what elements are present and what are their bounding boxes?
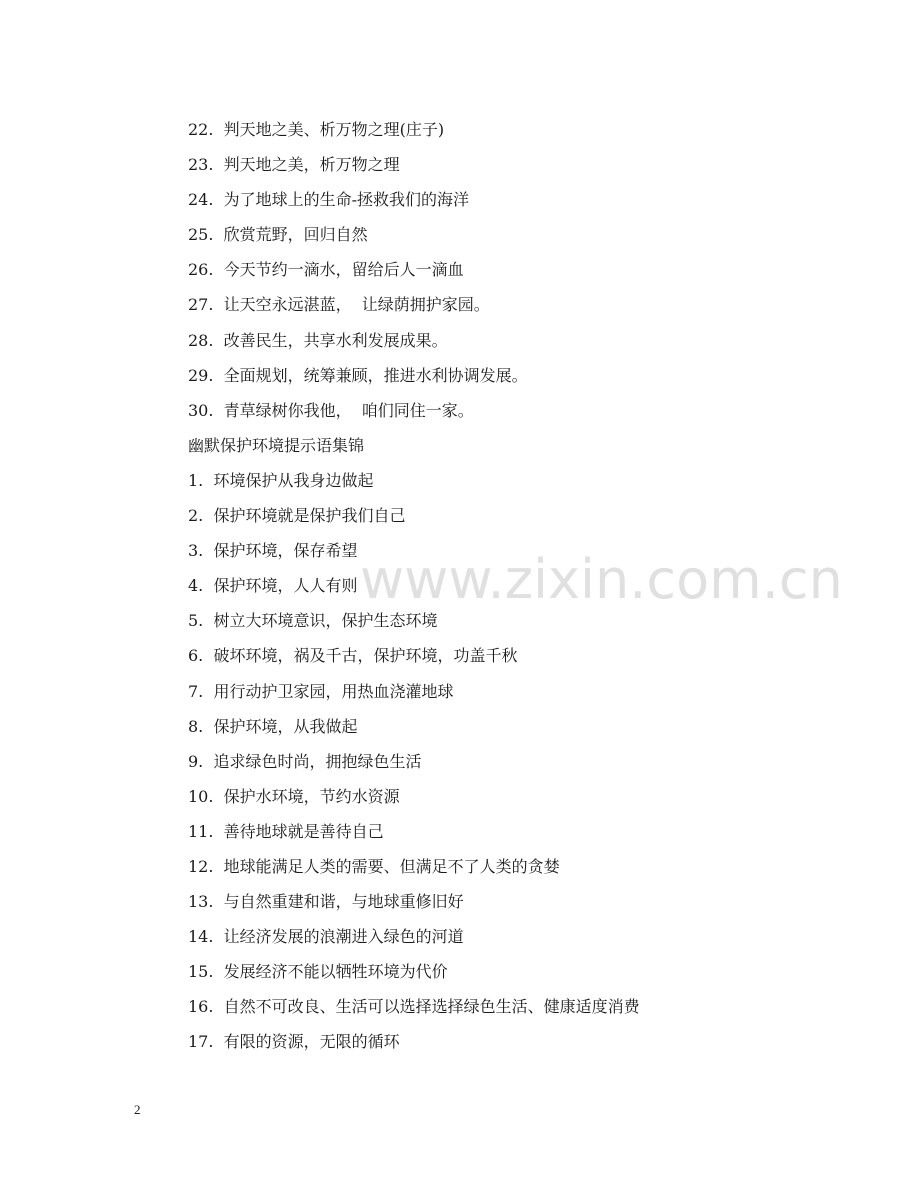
text-line: 11. 善待地球就是善待自己 <box>188 821 384 841</box>
text-line: 8. 保护环境，从我做起 <box>188 716 358 736</box>
text-line: 6. 破坏环境，祸及千古，保护环境，功盖千秋 <box>188 646 518 666</box>
text-line: 17. 有限的资源，无限的循环 <box>188 1032 400 1052</box>
text-line: 24. 为了地球上的生命-拯救我们的海洋 <box>188 190 470 210</box>
text-line: 13. 与自然重建和谐，与地球重修旧好 <box>188 892 464 912</box>
text-line: 25. 欣赏荒野，回归自然 <box>188 225 368 245</box>
text-line: 30. 青草绿树你我他， 咱们同住一家。 <box>188 400 474 420</box>
text-line: 26. 今天节约一滴水，留给后人一滴血 <box>188 260 464 280</box>
text-line: 3. 保护环境，保存希望 <box>188 541 358 561</box>
section-heading: 幽默保护环境提示语集锦 <box>188 435 365 455</box>
text-line: 16. 自然不可改良、生活可以选择选择绿色生活、健康适度消费 <box>188 997 640 1017</box>
text-line: 2. 保护环境就是保护我们自己 <box>188 506 406 526</box>
text-line: 4. 保护环境，人人有则 <box>188 576 358 596</box>
text-line: 27. 让天空永远湛蓝， 让绿荫拥护家园。 <box>188 295 490 315</box>
text-line: 14. 让经济发展的浪潮进入绿色的河道 <box>188 927 464 947</box>
text-line: 15. 发展经济不能以牺牲环境为代价 <box>188 962 448 982</box>
text-line: 29. 全面规划，统筹兼顾，推进水利协调发展。 <box>188 365 528 385</box>
text-line: 23. 判天地之美，析万物之理 <box>188 155 400 175</box>
page-number: 2 <box>134 1102 141 1117</box>
text-line: 5. 树立大环境意识，保护生态环境 <box>188 611 438 631</box>
watermark: www.zixin.com.cn <box>360 548 843 611</box>
text-line: 9. 追求绿色时尚，拥抱绿色生活 <box>188 751 422 771</box>
text-line: 22. 判天地之美、析万物之理(庄子) <box>188 120 445 139</box>
text-line: 7. 用行动护卫家园，用热血浇灌地球 <box>188 681 454 701</box>
text-line: 28. 改善民生，共享水利发展成果。 <box>188 330 448 350</box>
document-body <box>188 112 828 1060</box>
text-line: 10. 保护水环境，节约水资源 <box>188 786 400 806</box>
text-line: 12. 地球能满足人类的需要、但满足不了人类的贪婪 <box>188 856 560 876</box>
text-line: 1. 环境保护从我身边做起 <box>188 470 374 490</box>
